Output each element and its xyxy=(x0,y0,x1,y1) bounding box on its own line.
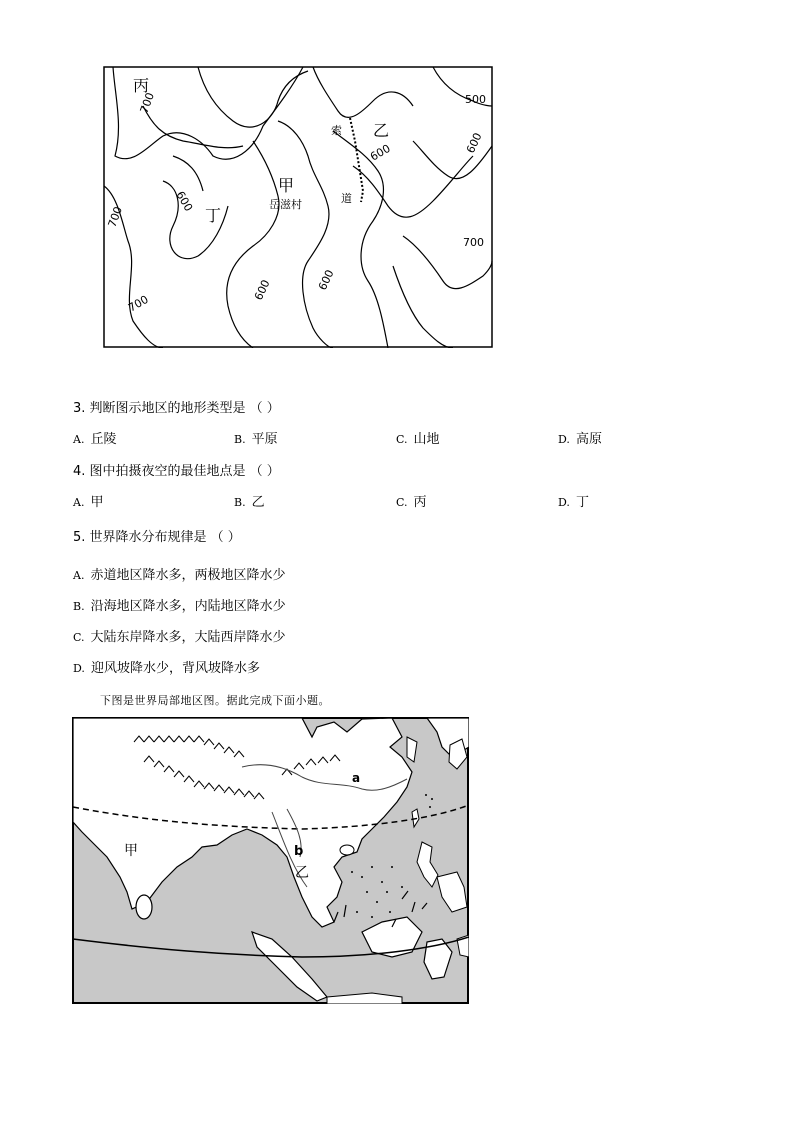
contour-label-700-right: 700 xyxy=(463,236,484,249)
q4-option-d: D. 丁 xyxy=(558,495,589,510)
contour-label-700-left: 700 xyxy=(105,204,126,230)
label-village: 岳滋村 xyxy=(269,198,302,211)
q4-option-b: B. 乙 xyxy=(234,495,265,510)
label-yi: 乙 xyxy=(373,121,390,140)
q5-option-b: B. 沿海地区降水多，内陆地区降水少 xyxy=(73,599,286,614)
world-label-yi: 乙 xyxy=(295,865,309,881)
q4-option-c: C. 丙 xyxy=(396,495,427,510)
question-4-stem: 4. 图中拍摄夜空的最佳地点是 （ ） xyxy=(73,464,280,479)
contour-label-700-topleft: 700 xyxy=(137,90,158,116)
world-label-a: a xyxy=(352,771,361,785)
sri-lanka-island xyxy=(136,895,152,919)
q4-option-a: A. 甲 xyxy=(73,495,104,510)
label-ding: 丁 xyxy=(205,206,222,225)
world-label-jia: 甲 xyxy=(124,843,138,859)
q5-option-d: D. 迎风坡降水少，背风坡降水多 xyxy=(73,661,260,676)
q3-option-b: B. 平原 xyxy=(234,432,278,447)
label-jia: 甲 xyxy=(278,176,295,195)
hainan-island xyxy=(340,845,354,855)
contour-label-500: 500 xyxy=(465,93,486,106)
question-5-stem: 5. 世界降水分布规律是 （ ） xyxy=(73,530,241,545)
map-intro-text: 下图是世界局部地区图。据此完成下面小题。 xyxy=(100,694,330,707)
contour-label-600-mid: 600 xyxy=(368,141,393,164)
question-3-stem: 3. 判断图示地区的地形类型是 （ ） xyxy=(73,401,280,416)
contour-label-600-bottom1: 600 xyxy=(251,277,273,303)
contour-label-600-bottom2: 600 xyxy=(315,267,337,293)
contour-label-700-bottomleft: 700 xyxy=(126,292,151,315)
contour-label-600-left: 600 xyxy=(173,189,196,214)
q3-option-a: A. 丘陵 xyxy=(73,432,117,447)
q3-option-d: D. 高原 xyxy=(558,432,602,447)
q5-option-a: A. 赤道地区降水多，两极地区降水少 xyxy=(73,568,286,583)
label-suo: 索 xyxy=(331,124,342,137)
q3-option-c: C. 山地 xyxy=(396,432,440,447)
contour-label-600-right: 600 xyxy=(463,130,485,156)
label-dao: 道 xyxy=(341,192,352,205)
world-label-b: b xyxy=(294,844,304,859)
world-map xyxy=(72,717,469,1004)
q5-option-c: C. 大陆东岸降水多，大陆西岸降水少 xyxy=(73,630,286,645)
contour-map xyxy=(103,66,493,348)
label-bing: 丙 xyxy=(133,76,150,95)
